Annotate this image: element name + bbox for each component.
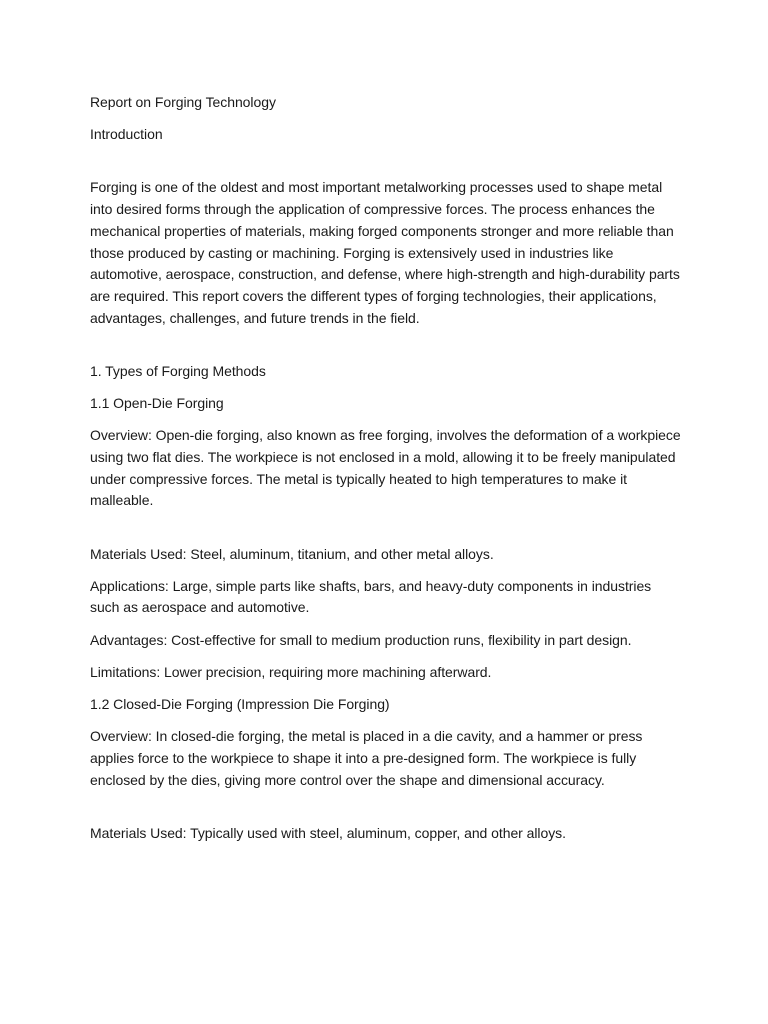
section-1-1-materials: Materials Used: Steel, aluminum, titanium, and other metal alloys. <box>90 545 494 562</box>
section-1-1-overview: Overview: Open-die forging, also known as free forging, involves the deformation of a workpiece using two flat dies. The workpiece is not enclosed in a mold, allowing it to be freely manipulated under compressive forces. The metal is typically heated to high temperatures to make it malleable. <box>90 427 681 509</box>
spacer <box>90 340 682 361</box>
spacer <box>90 802 682 823</box>
spacer <box>90 523 682 544</box>
introduction-paragraph: Forging is one of the oldest and most important metalworking processes used to shape metal into desired forms through the application of compressive forces. The process enhances the mechanical properties of materials, making forged components stronger and more reliable than those produced by casting or machining. Forging is extensively used in industries like automotive, aerospace, construction, and defense, where high-strength and high-durability parts are required. This report covers the different types of forging technologies, their applications, advantages, challenges, and future trends in the field. <box>90 179 680 326</box>
spacer <box>90 156 682 177</box>
introduction-heading: Introduction <box>90 126 163 143</box>
section-1-2-overview: Overview: In closed-die forging, the metal is placed in a die cavity, and a hammer or press applies force to the workpiece to shape it into a pre-designed form. The workpiece is fully enclosed by the dies, giving more control over the shape and dimensional accuracy. <box>90 728 643 788</box>
document-title: Report on Forging Technology <box>90 94 276 110</box>
section-1-2-heading: 1.2 Closed-Die Forging (Impression Die Forging) <box>90 696 390 713</box>
section-1-1-advantages: Advantages: Cost-effective for small to medium production runs, flexibility in part design. <box>90 631 632 648</box>
section-1-1-heading: 1.1 Open-Die Forging <box>90 395 224 412</box>
section-1-1-limitations: Limitations: Lower precision, requiring more machining afterward. <box>90 663 492 680</box>
section-1-2-materials: Materials Used: Typically used with steel, aluminum, copper, and other alloys. <box>90 824 566 841</box>
document-page <box>90 92 682 855</box>
section-1-heading: 1. Types of Forging Methods <box>90 362 266 379</box>
section-1-1-applications: Applications: Large, simple parts like shafts, bars, and heavy-duty components in industries such as aerospace and automotive. <box>90 577 652 616</box>
